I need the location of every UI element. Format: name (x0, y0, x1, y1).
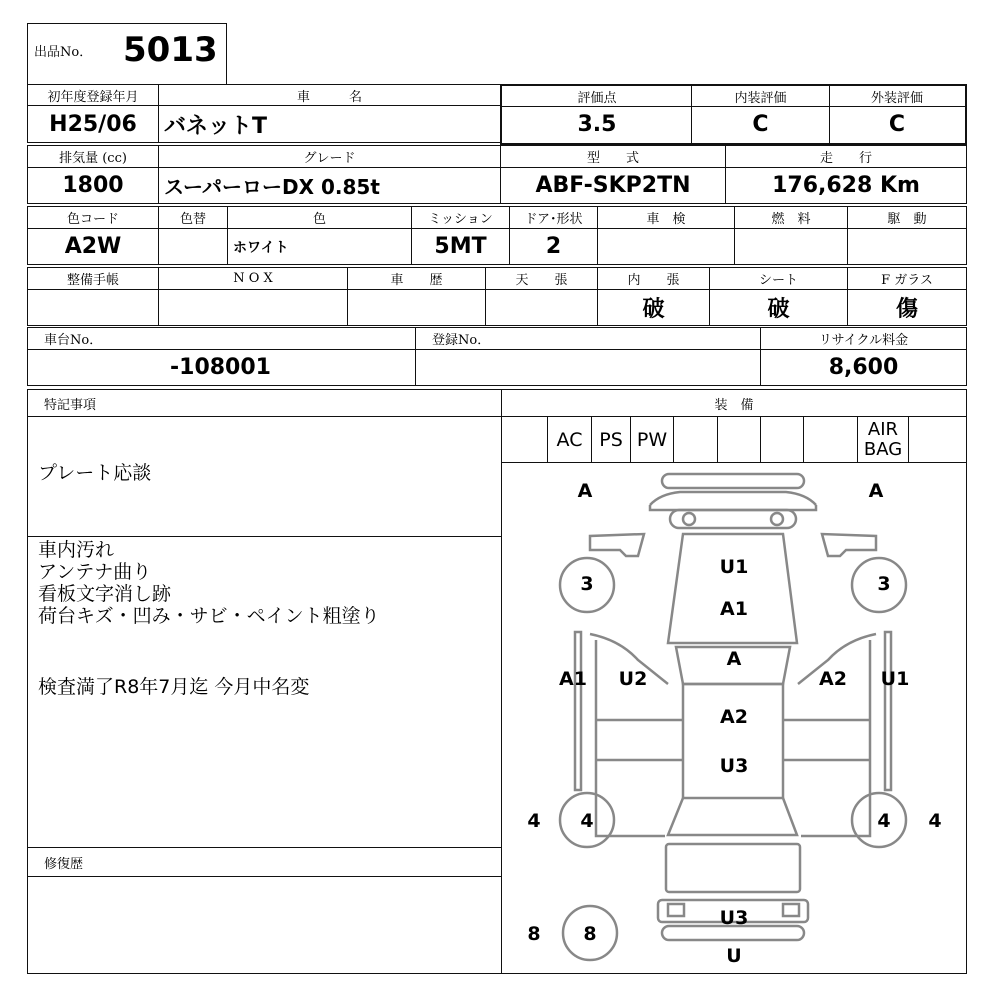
score-value: 3.5 (577, 112, 617, 137)
note-line-4: 荷台キズ・凹み・サビ・ペイント粗塗り (38, 605, 380, 627)
mark-bed-front: A (726, 648, 742, 670)
mark-bottom: U (726, 945, 742, 967)
mark-rear-tire-right: 4 (877, 810, 891, 832)
maintenance-value (27, 289, 159, 326)
model-label: 型 式 (586, 151, 639, 166)
chassis-label: 車台No． (44, 333, 103, 348)
repair-value (27, 876, 502, 974)
repair-label: 修復歴 (44, 856, 84, 872)
mark-left-1: A1 (559, 668, 587, 690)
lot-label: 出品No． (34, 44, 93, 60)
notes-divider (27, 536, 502, 537)
recycle-label: リサイクル料金 (818, 333, 909, 348)
equipment-ps: PS (599, 428, 623, 451)
reg-value (415, 349, 761, 386)
note-line-2: アンテナ曲り (38, 561, 152, 583)
mission-value: 5MT (434, 234, 487, 259)
equipment-airbag: AIR BAG (863, 418, 903, 460)
interior-value: C (752, 112, 769, 137)
displacement-value: 1800 (62, 173, 124, 198)
mark-rear-left-outer: 4 (527, 810, 541, 832)
mark-front-tire-right: 3 (877, 573, 891, 595)
year-value: H25/06 (49, 111, 137, 137)
mark-top-left: A (577, 480, 593, 502)
equipment-label: 装 備 (714, 397, 754, 413)
exterior-label: 外装評価 (870, 91, 923, 106)
door-label: ドア･形状 (524, 212, 583, 227)
equipment-ac: AC (556, 428, 583, 451)
repair-label-cell (27, 847, 502, 877)
equipment-slot-4 (673, 416, 718, 463)
interior-trim-value: 破 (642, 297, 665, 322)
grade-value: スーパーローDX 0.85t (164, 175, 380, 199)
repaint-label: 色替 (179, 212, 206, 227)
history-value (347, 289, 486, 326)
color-code-value: A2W (64, 234, 122, 259)
year-label: 初年度登録年月 (47, 89, 139, 105)
notes-label-cell (27, 389, 502, 417)
drive-label: 駆 動 (887, 212, 927, 227)
mark-cab-roof-2: A1 (720, 598, 748, 620)
exterior-value: C (888, 112, 906, 137)
note-inspection: 検査満了R8年7月迄 今月中名変 (38, 676, 310, 698)
score-label: 評価点 (577, 91, 617, 106)
equipment-slot-0 (501, 416, 548, 463)
color-label: 色 (312, 212, 326, 227)
repaint-value (158, 228, 228, 265)
note-line-3: 看板文字消し跡 (38, 583, 172, 605)
fuel-label: 燃 料 (771, 212, 811, 227)
grade-label: グレード (303, 151, 356, 166)
seat-label: シート (758, 273, 798, 288)
reg-label: 登録No． (432, 333, 491, 348)
equipment-slot-7 (803, 416, 858, 463)
notes-label: 特記事項 (44, 397, 97, 413)
mission-label: ミッション (428, 212, 493, 227)
equipment-pw: PW (636, 428, 668, 451)
displacement-label: 排気量 (cc) (59, 151, 127, 166)
color-value: ホワイト (233, 239, 289, 256)
mark-left-2: U2 (618, 668, 648, 690)
name-label: 車 名 (296, 89, 362, 105)
chassis-value: -108001 (170, 355, 271, 380)
drive-value (847, 228, 967, 265)
history-label: 車 歴 (390, 273, 443, 288)
mark-cab-roof-1: U1 (719, 556, 749, 578)
lot-number: 5013 (123, 30, 218, 70)
mark-bed-2: U3 (719, 755, 749, 777)
mark-rear-right-outer: 4 (928, 810, 942, 832)
mark-right-1: A2 (819, 668, 847, 690)
note-plate: プレート応談 (38, 462, 152, 484)
note-line-1: 車内汚れ (38, 539, 115, 561)
maintenance-label: 整備手帳 (66, 273, 119, 288)
door-value: 2 (545, 234, 562, 259)
recycle-value: 8,600 (828, 355, 899, 380)
fglass-value: 傷 (895, 297, 918, 322)
mark-front-tire-left: 3 (580, 573, 594, 595)
seat-value: 破 (767, 297, 790, 322)
color-code-label: 色コード (66, 212, 119, 227)
nox-label: N O X (233, 271, 273, 286)
equipment-slot-5 (717, 416, 761, 463)
roof-value (485, 289, 598, 326)
model-value: ABF-SKP2TN (535, 173, 691, 198)
mark-bed-1: A2 (720, 706, 748, 728)
mark-right-2: U1 (880, 668, 910, 690)
mark-spare-tire: 8 (583, 923, 597, 945)
mark-spare-outer: 8 (527, 923, 541, 945)
fuel-value (734, 228, 848, 265)
inspection-label: 車 検 (646, 212, 686, 227)
nox-value (158, 289, 348, 326)
mark-rear-tire-left: 4 (580, 810, 594, 832)
fglass-label: F ガラス (881, 273, 933, 288)
inspection-value (597, 228, 735, 265)
mark-top-right: A (868, 480, 884, 502)
roof-label: 天 張 (515, 273, 568, 288)
mark-rear-bumper: U3 (719, 907, 749, 929)
equipment-slot-6 (760, 416, 804, 463)
mileage-label: 走 行 (819, 151, 872, 166)
interior-label: 内装評価 (734, 91, 787, 106)
name-value: バネットT (164, 113, 268, 139)
interior-trim-label: 内 張 (627, 273, 680, 288)
mileage-value: 176,628 Km (772, 173, 920, 198)
